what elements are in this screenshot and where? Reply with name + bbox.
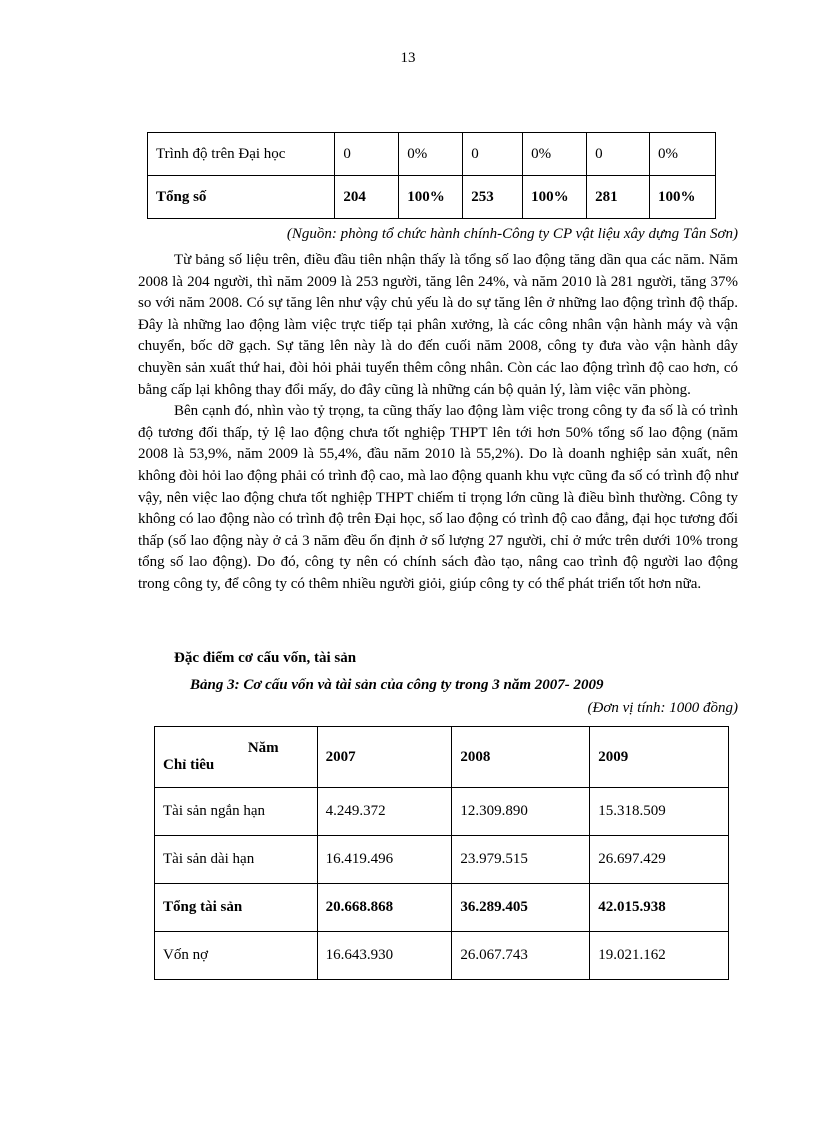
cell-value: 42.015.938 <box>590 884 729 932</box>
cell-value: 26.697.429 <box>590 836 729 884</box>
cell-value: 16.643.930 <box>317 932 452 980</box>
cell-value: 281 <box>587 176 650 219</box>
paragraph: Bên cạnh đó, nhìn vào tỷ trọng, ta cũng thấy lao động làm việc trong công ty đa số là có trình độ tương đối thấp, tỷ lệ lao động chưa tốt nghiệp THPT lên tới hơn 50% tổng số lao động (năm 2008 là 53,9%, năm 2009 là 55,4%, đầu năm 2010 là 55,2%). Do là doanh nghiệp sản xuất, nên không đòi hỏi lao động phải có trình độ cao, mà lao động quanh khu vực cũng đa số có trình độ như vậy, nên việc lao động chưa tốt nghiệp THPT chiếm tỉ trọng lớn cũng là điều bình thường. Công ty không có lao động nào có trình độ trên Đại học, số lao động có trình độ cao đẳng, đại học tương đối thấp (số lao động này ở cả 3 năm đều ổn định ở số lượng 27 người, chỉ ở mức trên dưới 10% trong tổng số lao động). Do đó, công ty nên có chính sách đào tạo, nâng cao trình độ người lao động trong công ty, để công ty có thêm nhiều người giỏi, giúp công ty có thể phát triển tốt hơn nữa. <box>138 403 738 592</box>
cell-percent: 100% <box>650 176 716 219</box>
corner-indicator-label: Chỉ tiêu <box>163 757 215 773</box>
header-corner <box>155 727 318 788</box>
row-label: Tổng tài sản <box>155 884 318 932</box>
table-row <box>148 133 716 176</box>
labor-qualification-table-continued <box>147 132 716 219</box>
table-header-row <box>155 727 729 788</box>
cell-value: 36.289.405 <box>452 884 590 932</box>
cell-value: 23.979.515 <box>452 836 590 884</box>
source-note: (Nguồn: phòng tổ chức hành chính-Công ty CP vật liệu xây dựng Tân Sơn) <box>286 226 738 242</box>
row-label: Tài sản ngắn hạn <box>155 788 318 836</box>
year-header: 2009 <box>590 727 729 788</box>
body-text <box>138 250 738 596</box>
cell-value: 253 <box>463 176 523 219</box>
cell-percent: 0% <box>650 133 716 176</box>
capital-assets-table <box>154 726 729 980</box>
cell-percent: 100% <box>399 176 463 219</box>
cell-value: 204 <box>335 176 399 219</box>
cell-percent: 0% <box>523 133 587 176</box>
cell-value: 4.249.372 <box>317 788 452 836</box>
cell-value: 15.318.509 <box>590 788 729 836</box>
cell-percent: 100% <box>523 176 587 219</box>
table-caption: Bảng 3: Cơ cấu vốn và tài sản của công ty trong 3 năm 2007- 2009 <box>190 677 604 693</box>
table-row-total <box>155 884 729 932</box>
table-row <box>155 788 729 836</box>
table-row-total <box>148 176 716 219</box>
paragraph: Từ bảng số liệu trên, điều đầu tiên nhận thấy là tổng số lao động tăng dần qua các năm. Năm 2008 là 204 người, thì năm 2009 là 253 người, tăng lên 24%, và năm 2010 là 281 người, tăng 37% so với năm 2008. Có sự tăng lên như vậy chủ yếu là do sự tăng lên ở những lao động trình độ thấp. Đây là những lao động làm việc trực tiếp tại phân xưởng, là các công nhân vận hành máy và vận chuyển, bốc dỡ gạch. Sự tăng lên này là do đến cuối năm 2008, công ty đưa vào vận hành dây chuyền sản xuất thứ hai, đòi hỏi phải tuyển thêm công nhân. Còn các lao động trình độ cao hơn, có bằng cấp lại không thay đổi mấy, do đây cũng là những cán bộ quản lý, làm việc văn phòng. <box>138 252 738 398</box>
table-row <box>155 932 729 980</box>
cell-value: 0 <box>335 133 399 176</box>
cell-value: 16.419.496 <box>317 836 452 884</box>
section-heading: Đặc điểm cơ cấu vốn, tài sản <box>174 650 357 666</box>
row-label: Tổng số <box>148 176 335 219</box>
cell-value: 20.668.868 <box>317 884 452 932</box>
row-label: Tài sản dài hạn <box>155 836 318 884</box>
cell-value: 19.021.162 <box>590 932 729 980</box>
row-label: Trình độ trên Đại học <box>148 133 335 176</box>
page-number: 13 <box>400 50 416 66</box>
cell-value: 0 <box>463 133 523 176</box>
year-header: 2007 <box>317 727 452 788</box>
cell-percent: 0% <box>399 133 463 176</box>
corner-year-label: Năm <box>247 740 279 756</box>
row-label: Vốn nợ <box>155 932 318 980</box>
unit-note: (Đơn vị tính: 1000 đồng) <box>587 700 738 716</box>
cell-value: 12.309.890 <box>452 788 590 836</box>
year-header: 2008 <box>452 727 590 788</box>
cell-value: 0 <box>587 133 650 176</box>
table-row <box>155 836 729 884</box>
cell-value: 26.067.743 <box>452 932 590 980</box>
